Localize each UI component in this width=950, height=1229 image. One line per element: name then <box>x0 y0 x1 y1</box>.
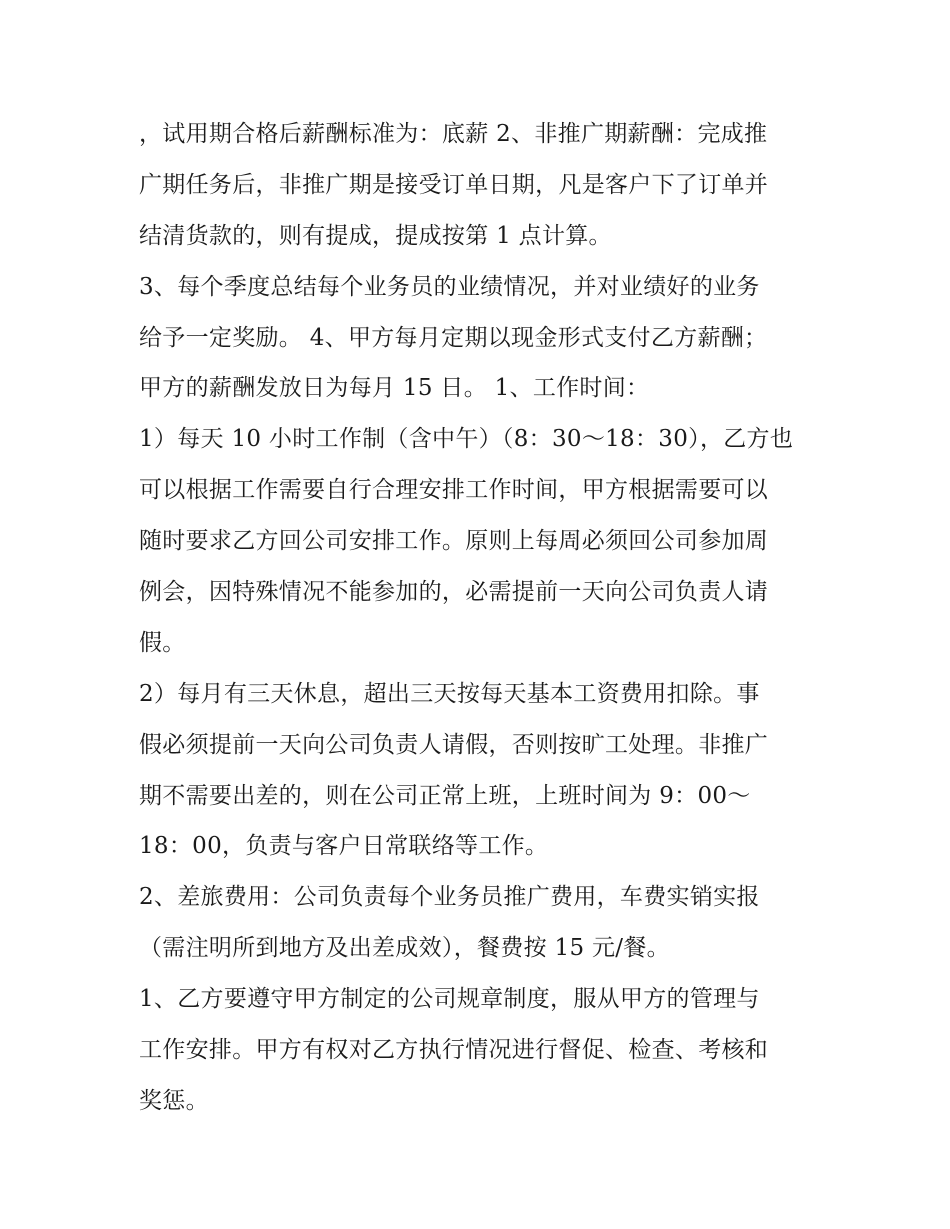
text-line: 期不需要出差的，则在公司正常上班，上班时间为 9：00～ <box>139 782 751 809</box>
text-line: 可以根据工作需要自行合理安排工作时间，甲方根据需要可以 <box>139 477 769 504</box>
text-line: 假。 <box>139 629 186 656</box>
text-line: 假必须提前一天向公司负责人请假，否则按旷工处理。非推广 <box>139 731 769 758</box>
text-line: 1、乙方要遵守甲方制定的公司规章制度，服从甲方的管理与 <box>139 986 760 1013</box>
text-line: 给予一定奖励。 4、甲方每月定期以现金形式支付乙方薪酬； <box>139 324 768 351</box>
text-line: 结清货款的，则有提成，提成按第 1 点计算。 <box>139 222 612 249</box>
text-line: 例会，因特殊情况不能参加的，必需提前一天向公司负责人请 <box>139 579 769 606</box>
text-line: 广期任务后，非推广期是接受订单日期，凡是客户下了订单并 <box>139 171 769 198</box>
text-line: （需注明所到地方及出差成效），餐费按 15 元/餐。 <box>139 935 670 962</box>
text-line: 2、差旅费用：公司负责每个业务员推广费用，车费实销实报 <box>139 884 760 911</box>
text-line: 奖惩。 <box>139 1087 209 1114</box>
text-line: 甲方的薪酬发放日为每月 15 日。 1、工作时间： <box>139 375 650 402</box>
text-line: 1）每天 10 小时工作制（含中午）（8：30～18：30），乙方也 <box>139 426 794 453</box>
text-line: ，试用期合格后薪酬标准为：底薪 2、非推广期薪酬：完成推 <box>139 121 768 147</box>
text-line: 随时要求乙方回公司安排工作。原则上每周必须回公司参加周 <box>139 528 769 555</box>
text-line: 18：00，负责与客户日常联络等工作。 <box>139 833 549 860</box>
text-line: 2）每月有三天休息，超出三天按每天基本工资费用扣除。事 <box>139 680 760 707</box>
document-body <box>139 109 819 1127</box>
text-line: 3、每个季度总结每个业务员的业绩情况，并对业绩好的业务 <box>139 273 760 300</box>
text-line: 工作安排。甲方有权对乙方执行情况进行督促、检查、考核和 <box>139 1037 769 1064</box>
